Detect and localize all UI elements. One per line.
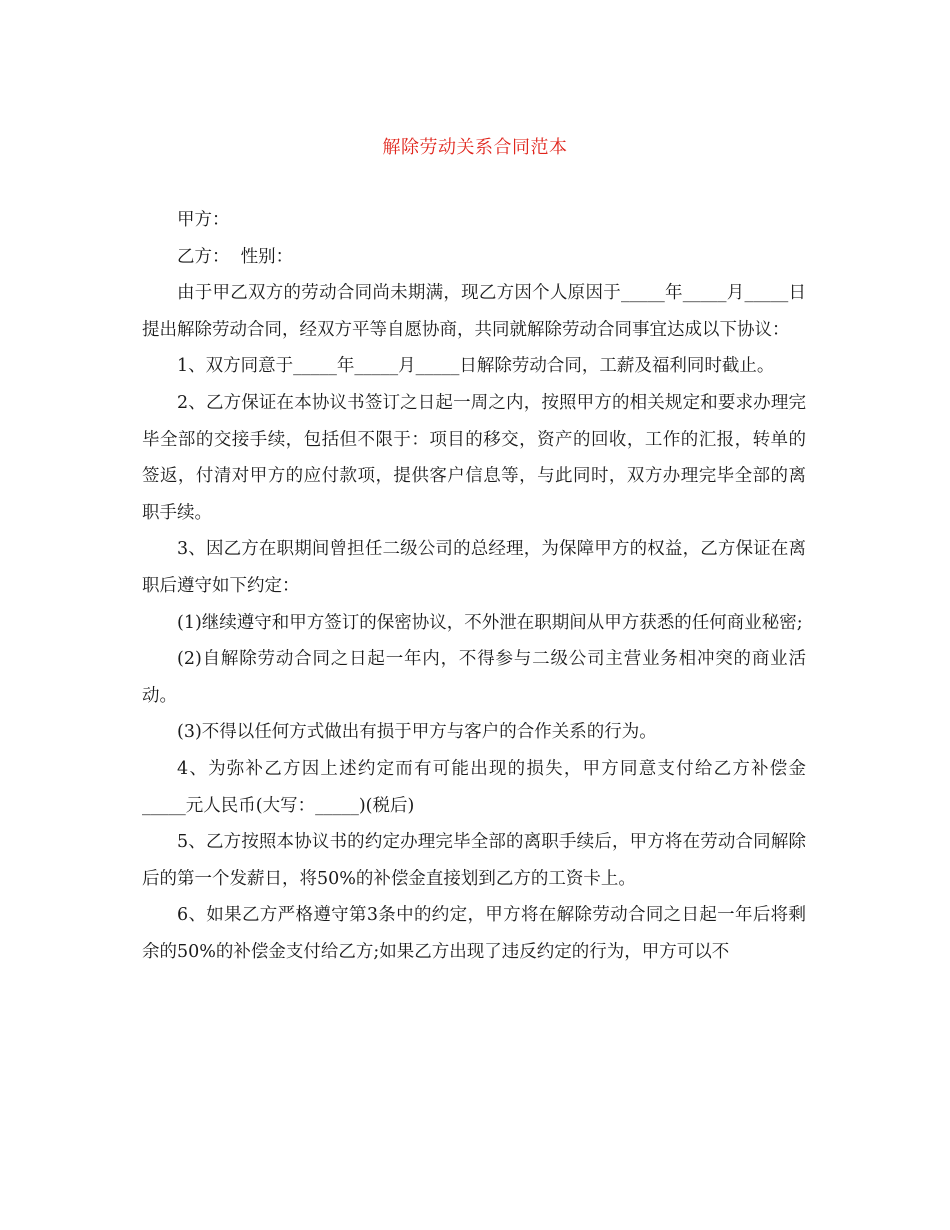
clause-1: 1、双方同意于_____年_____月_____日解除劳动合同，工薪及福利同时截止。	[177, 356, 775, 377]
clause-3-item-2: (2)自解除劳动合同之日起一年内，不得参与二级公司主营业务相冲突的商业活动。	[142, 649, 806, 706]
document-title: 解除劳动关系合同范本	[382, 137, 568, 158]
clause-4: 4、为弥补乙方因上述约定而有可能出现的损失，甲方同意支付给乙方补偿金_____元人民币(大写：_____)(税后)	[142, 758, 806, 816]
clause-2: 2、乙方保证在本协议书签订之日起一周之内，按照甲方的相关规定和要求办理完毕全部的交接手续，包括但不限于：项目的移交，资产的回收，工作的汇报，转单的签返，付清对甲方的应付款项，提供客户信息等，与此同时，双方办理完毕全部的离职手续。	[142, 392, 806, 523]
clause-3-item-1: (1)继续遵守和甲方签订的保密协议，不外泄在职期间从甲方获悉的任何商业秘密;	[177, 612, 803, 633]
party-b-line: 乙方： 性别：	[177, 246, 294, 267]
clause-3: 3、因乙方在职期间曾担任二级公司的总经理，为保障甲方的权益，乙方保证在离职后遵守如下约定：	[142, 539, 806, 596]
clause-6: 6、如果乙方严格遵守第3条中的约定，甲方将在解除劳动合同之日起一年后将剩余的50%的补偿金支付给乙方;如果乙方出现了违反约定的行为，甲方可以不	[142, 905, 806, 962]
preamble-paragraph: 由于甲乙双方的劳动合同尚未期满，现乙方因个人原因于_____年_____月_____日提出解除劳动合同，经双方平等自愿协商，共同就解除劳动合同事宜达成以下协议：	[142, 283, 806, 340]
clause-3-item-3: (3)不得以任何方式做出有损于甲方与客户的合作关系的行为。	[177, 722, 657, 743]
clause-5: 5、乙方按照本协议书的约定办理完毕全部的离职手续后，甲方将在劳动合同解除后的第一个发薪日，将50%的补偿金直接划到乙方的工资卡上。	[142, 832, 806, 889]
party-a-line: 甲方：	[177, 210, 230, 230]
document-body	[142, 202, 806, 970]
